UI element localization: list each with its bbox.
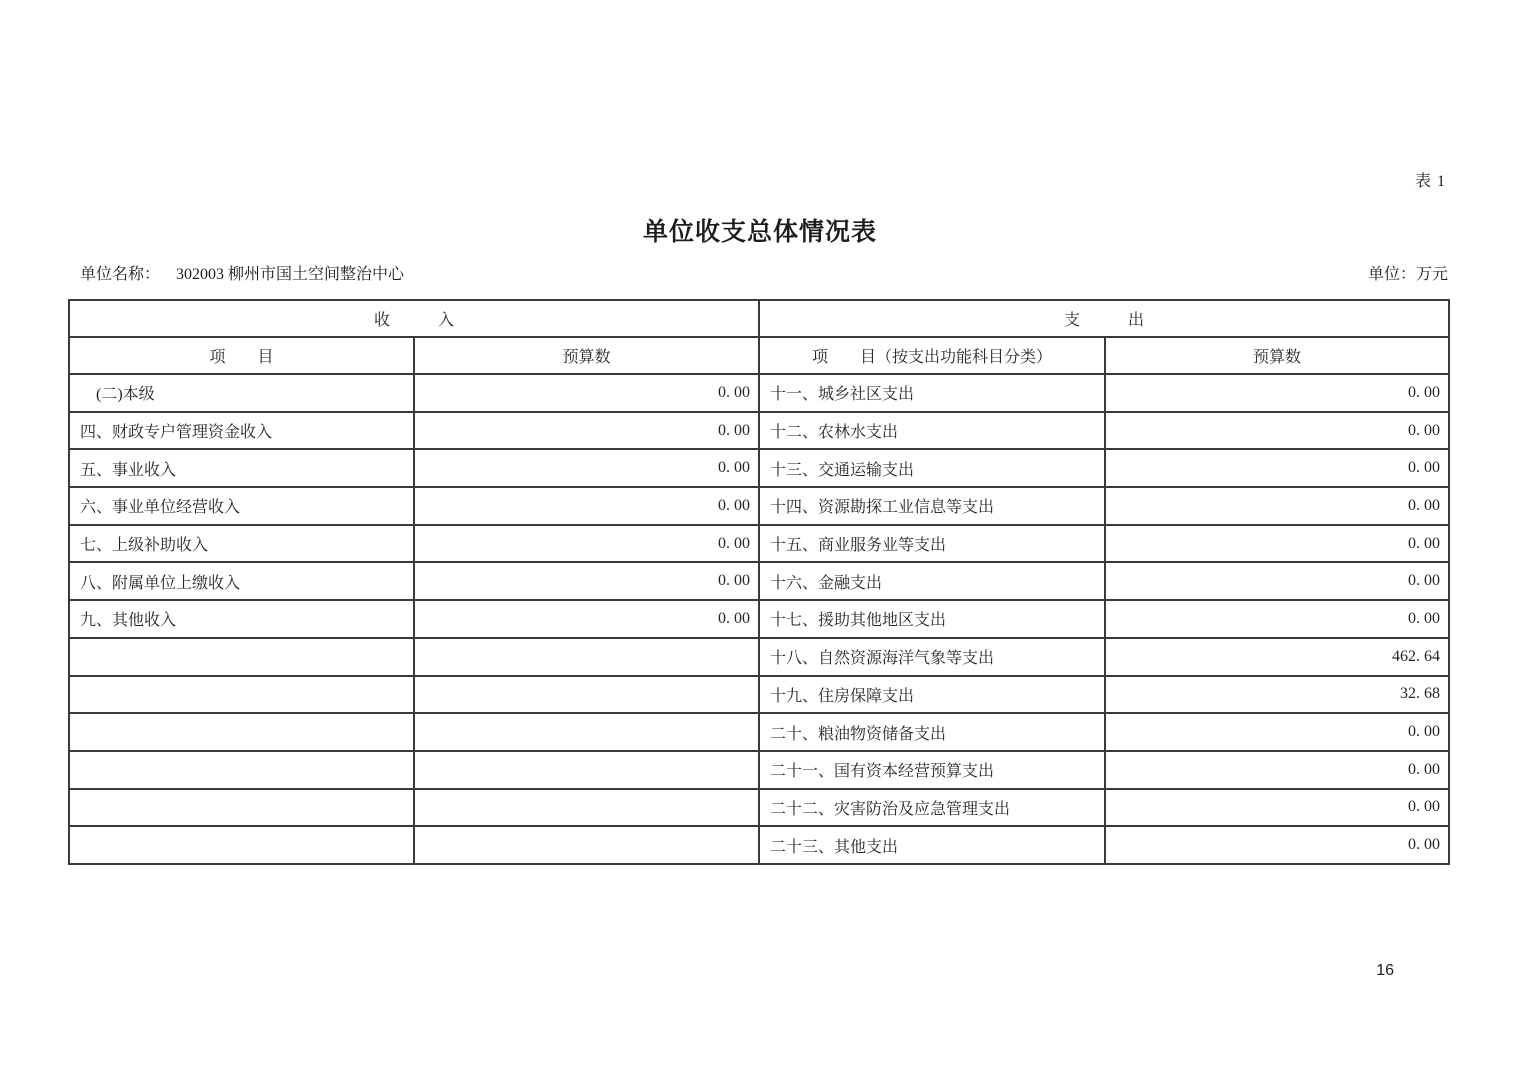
- table-row: [69, 374, 1449, 412]
- expense-value-cell: 0. 00: [1105, 751, 1449, 789]
- income-value-cell: 0. 00: [414, 600, 759, 638]
- expense-item-cell: 十六、金融支出: [759, 562, 1105, 600]
- expense-value-cell: 0. 00: [1105, 412, 1449, 450]
- income-value-cell: 0. 00: [414, 374, 759, 412]
- table-tag: 表 1: [1414, 173, 1446, 190]
- income-value-cell: [414, 676, 759, 714]
- page-number: 16: [1376, 962, 1394, 979]
- income-item-cell: [69, 751, 414, 789]
- table-row: [69, 562, 1449, 600]
- expense-value-cell: 462. 64: [1105, 638, 1449, 676]
- expense-item-cell: 十五、商业服务业等支出: [759, 525, 1105, 563]
- expense-item-cell: 十九、住房保障支出: [759, 676, 1105, 714]
- expense-item-cell: 十八、自然资源海洋气象等支出: [759, 638, 1105, 676]
- income-value-cell: 0. 00: [414, 562, 759, 600]
- table-row: [69, 676, 1449, 714]
- table-row: [69, 412, 1449, 450]
- table-row: [69, 751, 1449, 789]
- income-item-cell: 七、上级补助收入: [69, 525, 414, 563]
- income-section-header: 收 入: [69, 300, 759, 337]
- expense-item-cell: 二十三、其他支出: [759, 826, 1105, 864]
- income-item-cell: [69, 713, 414, 751]
- income-item-cell: 四、财政专户管理资金收入: [69, 412, 414, 450]
- table-row: [69, 600, 1449, 638]
- income-item-column-header: 项 目: [69, 337, 414, 374]
- expense-value-cell: 0. 00: [1105, 449, 1449, 487]
- table-row: [69, 487, 1449, 525]
- unit-name-label: 单位名称：: [80, 266, 161, 283]
- income-value-cell: [414, 751, 759, 789]
- expense-item-cell: 二十二、灾害防治及应急管理支出: [759, 789, 1105, 827]
- income-budget-column-header: 预算数: [414, 337, 759, 374]
- income-item-cell: [69, 826, 414, 864]
- income-value-cell: [414, 789, 759, 827]
- income-value-cell: 0. 00: [414, 525, 759, 563]
- table-row: [69, 638, 1449, 676]
- expense-value-cell: 0. 00: [1105, 562, 1449, 600]
- income-value-cell: [414, 638, 759, 676]
- income-value-cell: [414, 826, 759, 864]
- expense-value-cell: 0. 00: [1105, 374, 1449, 412]
- income-item-cell: (二)本级: [69, 374, 414, 412]
- table-row: [69, 449, 1449, 487]
- unit-of-measure: 单位：万元: [1367, 266, 1448, 283]
- expense-budget-column-header: 预算数: [1105, 337, 1449, 374]
- income-item-cell: [69, 676, 414, 714]
- meta-row: [80, 261, 1448, 284]
- expense-item-cell: 二十、粮油物资储备支出: [759, 713, 1105, 751]
- section-header-row: [69, 300, 1449, 337]
- expense-item-cell: 十四、资源勘探工业信息等支出: [759, 487, 1105, 525]
- table-row: [69, 789, 1449, 827]
- table-row: [69, 826, 1449, 864]
- income-value-cell: [414, 713, 759, 751]
- expense-section-header: 支 出: [759, 300, 1449, 337]
- income-item-cell: 八、附属单位上缴收入: [69, 562, 414, 600]
- expense-value-cell: 0. 00: [1105, 525, 1449, 563]
- income-item-cell: 九、其他收入: [69, 600, 414, 638]
- table-header: [69, 300, 1449, 374]
- column-header-row: [69, 337, 1449, 374]
- income-item-cell: 五、事业收入: [69, 449, 414, 487]
- expense-value-cell: 0. 00: [1105, 713, 1449, 751]
- income-value-cell: 0. 00: [414, 449, 759, 487]
- table-body: [69, 374, 1449, 864]
- income-value-cell: 0. 00: [414, 412, 759, 450]
- budget-summary-table: [68, 299, 1450, 865]
- income-value-cell: 0. 00: [414, 487, 759, 525]
- unit-name-value: 302003 柳州市国土空间整治中心: [176, 266, 405, 283]
- income-item-cell: 六、事业单位经营收入: [69, 487, 414, 525]
- expense-value-cell: 0. 00: [1105, 600, 1449, 638]
- income-item-cell: [69, 789, 414, 827]
- table-row: [69, 713, 1449, 751]
- expense-value-cell: 0. 00: [1105, 789, 1449, 827]
- expense-item-cell: 十一、城乡社区支出: [759, 374, 1105, 412]
- expense-item-cell: 十三、交通运输支出: [759, 449, 1105, 487]
- table-row: [69, 525, 1449, 563]
- expense-value-cell: 32. 68: [1105, 676, 1449, 714]
- expense-item-cell: 十二、农林水支出: [759, 412, 1105, 450]
- expense-value-cell: 0. 00: [1105, 487, 1449, 525]
- unit-name: [80, 261, 404, 284]
- page-title: 单位收支总体情况表: [642, 219, 877, 246]
- expense-value-cell: 0. 00: [1105, 826, 1449, 864]
- expense-item-column-header: 项 目（按支出功能科目分类）: [759, 337, 1105, 374]
- expense-item-cell: 十七、援助其他地区支出: [759, 600, 1105, 638]
- expense-item-cell: 二十一、国有资本经营预算支出: [759, 751, 1105, 789]
- income-item-cell: [69, 638, 414, 676]
